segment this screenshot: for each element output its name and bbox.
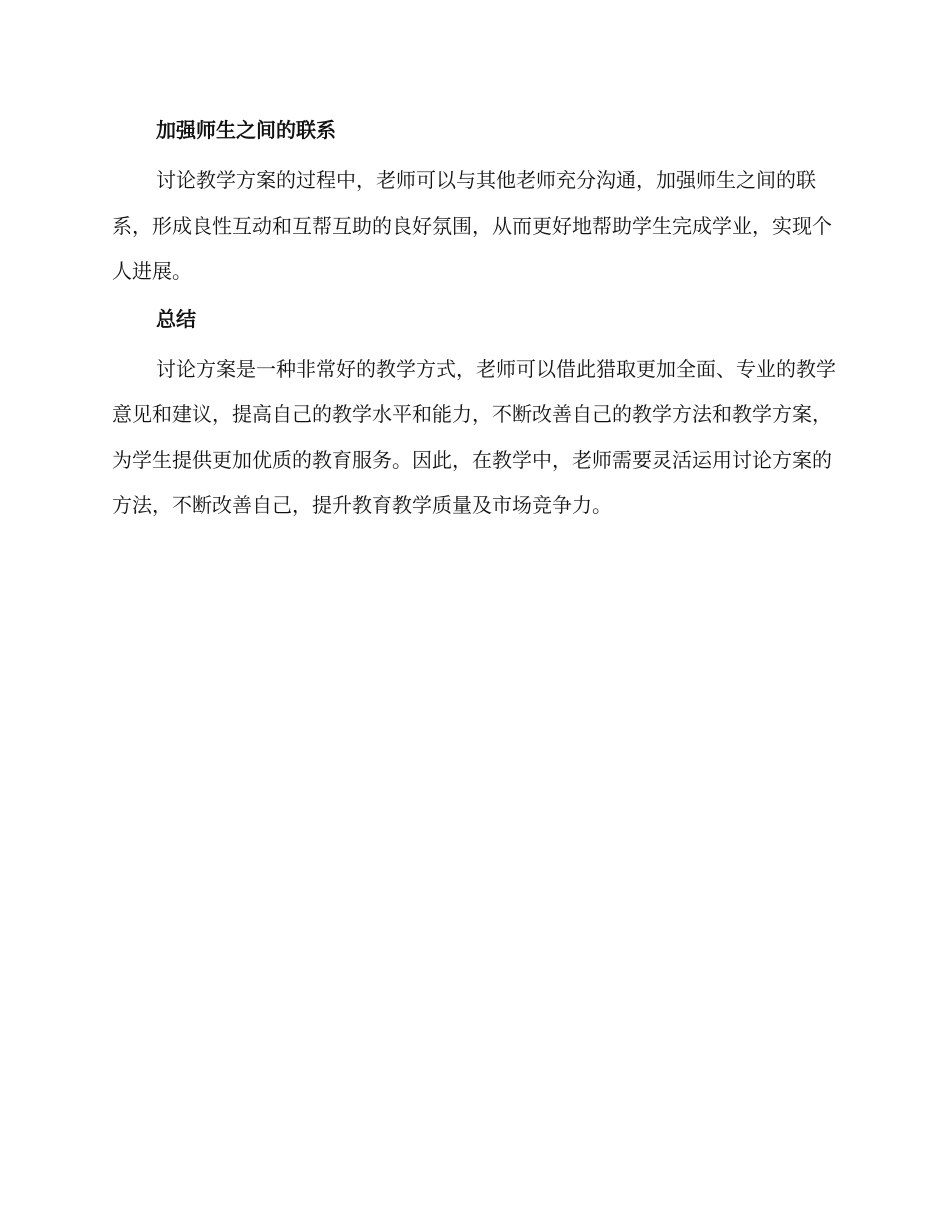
section-paragraph-connection: 讨论教学方案的过程中，老师可以与其他老师充分沟通，加强师生之间的联系，形成良性互动和互帮互助的良好氛围，从而更好地帮助学生完成学业，实现个人进展。 xyxy=(112,168,832,283)
section-heading-summary: 总结 xyxy=(156,306,196,331)
section-paragraph-summary: 讨论方案是一种非常好的教学方式，老师可以借此猎取更加全面、专业的教学意见和建议，提高自己的教学水平和能力，不断改善自己的教学方法和教学方案，为学生提供更加优质的教育服务。因此，在教学中，老师需要灵活运用讨论方案的方法，不断改善自己，提升教育教学质量及市场竞争力。 xyxy=(112,356,836,517)
document-body xyxy=(112,108,836,531)
section-heading-connection: 加强师生之间的联系 xyxy=(156,118,336,142)
